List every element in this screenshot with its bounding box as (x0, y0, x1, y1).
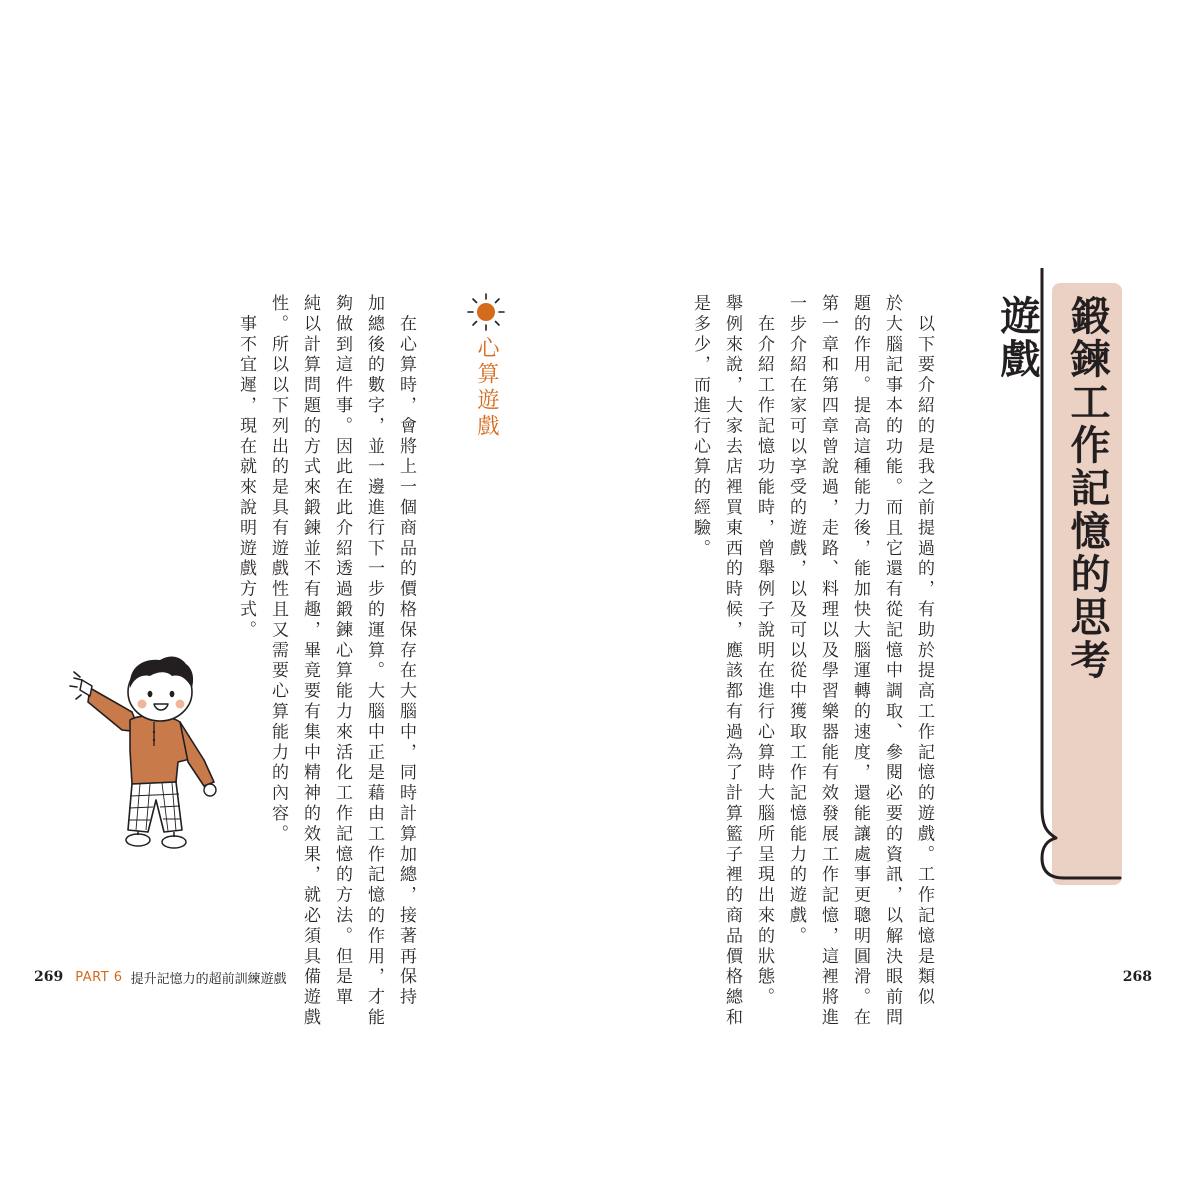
page-number-right: 268 (1122, 969, 1152, 985)
pointing-boy-illustration (68, 650, 238, 860)
page-title: 鍛鍊工作記憶的思考遊戲 (994, 295, 1110, 682)
sun-icon (466, 292, 506, 332)
section-title: 心算遊戲 (474, 336, 499, 440)
left-page-body: 在心算時，會將上一個商品的價格保存在大腦中，同時計算加總，接著再保持 加總後的數字，並一邊進行下一步的運算。大腦中正是藉由工作記憶的作用，才能 夠做到這件事。因此在此介紹透過鍛鍊心算能力來活化工作記憶的方法。但是單 純以計算問題的方式來鍛鍊並不有趣，畢竟要有集中精神的效果，就必須具備遊戲 性。所以以下列出的是具有遊戲性且又需要心算能力的內容。 事不宜遲，現在就來說明遊戲方式。 (236, 294, 416, 1029)
right-page-body: 以下要介紹的是我之前提過的，有助於提高工作記憶的遊戲。工作記憶是類似 於大腦記事本的功能。而且它還有從記憶中調取、參閱必要的資訊，以解決眼前問 題的作用。提高這種能力後，能加快大腦運轉的速度，還能讓處事更聰明圓滑。在 第一章和第四章曾說過，走路、料理以及學習樂器能有效發展工作記憶，這裡將進 一步介紹在家可以享受的遊戲，以及可以從中獲取工作記憶能力的遊戲。 在介紹工作記憶功能時，曾舉例子說明在進行心算時大腦所呈現出來的狀態。 舉例來說，大家去店裡買東西的時候，應該都有過為了計算籃子裡的商品價格總和 是多少，而進行心算的經驗。 (690, 294, 934, 1029)
running-head: 提升記憶力的超前訓練遊戲 (130, 971, 287, 987)
left-footer (34, 965, 287, 989)
page-number-left: 269 (34, 969, 64, 985)
right-footer (1123, 965, 1152, 989)
part-label: PART 6 (75, 969, 123, 985)
